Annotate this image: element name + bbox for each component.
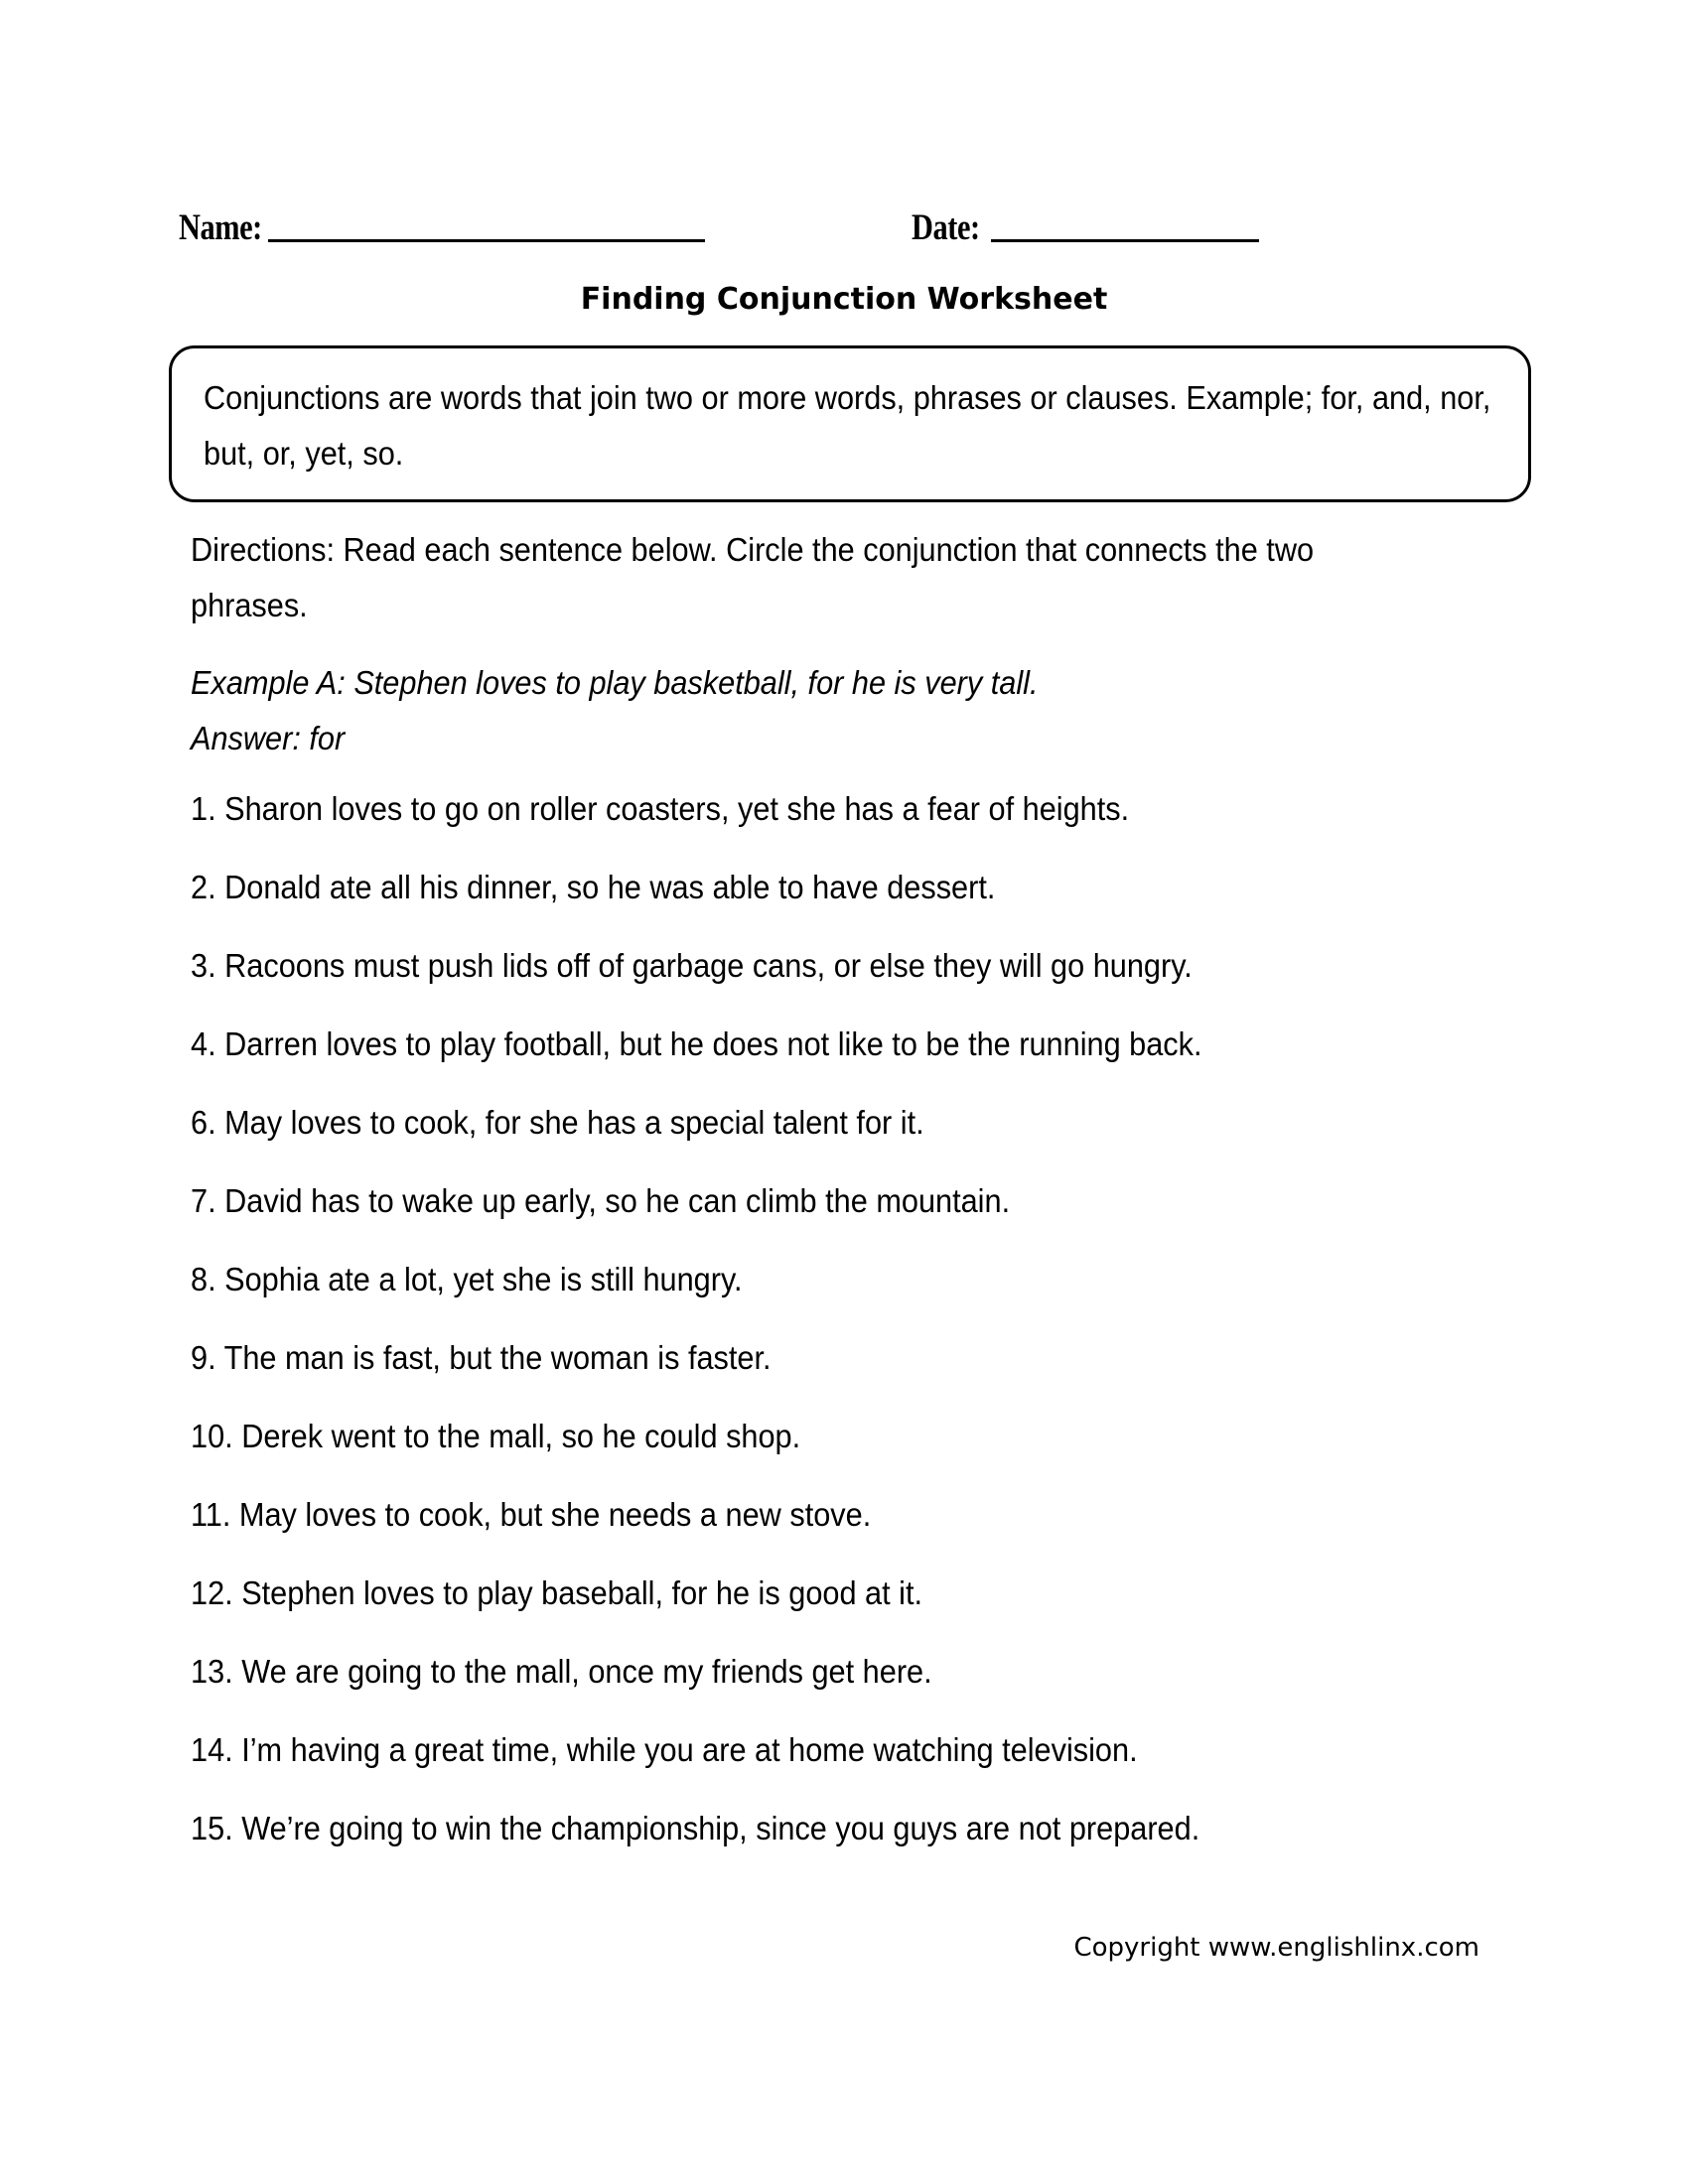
example-block — [191, 655, 1419, 766]
date-input-rule[interactable] — [991, 239, 1259, 242]
student-info-header — [179, 189, 1281, 248]
definition-text: Conjunctions are words that join two or more words, phrases or clauses. Example; for, and, nor, but, or, yet, so. — [204, 379, 1491, 472]
list-item[interactable]: 10. Derek went to the mall, so he could shop. — [191, 1418, 801, 1454]
list-item[interactable]: 12. Stephen loves to play baseball, for he is good at it. — [191, 1574, 923, 1611]
name-field — [179, 208, 705, 248]
list-item[interactable]: 13. We are going to the mall, once my friends get here. — [191, 1653, 932, 1690]
question-list — [191, 790, 1561, 1888]
list-item[interactable]: 7. David has to wake up early, so he can climb the mountain. — [191, 1182, 1011, 1219]
list-item[interactable]: 11. May loves to cook, but she needs a new stove. — [191, 1496, 872, 1533]
example-prompt: Example A: Stephen loves to play basketball, for he is very tall. — [191, 664, 1039, 701]
name-label: Name: — [179, 207, 262, 248]
list-item[interactable]: 2. Donald ate all his dinner, so he was able to have dessert. — [191, 869, 996, 905]
list-item[interactable]: 14. I’m having a great time, while you are at home watching television. — [191, 1731, 1138, 1768]
list-item[interactable]: 8. Sophia ate a lot, yet she is still hungry. — [191, 1261, 743, 1297]
list-item[interactable]: 6. May loves to cook, for she has a special talent for it. — [191, 1104, 924, 1141]
date-field — [912, 208, 1259, 248]
list-item[interactable]: 15. We’re going to win the championship, since you guys are not prepared. — [191, 1810, 1200, 1846]
list-item[interactable]: 9. The man is fast, but the woman is faster. — [191, 1339, 772, 1376]
directions-text: Directions: Read each sentence below. Circle the conjunction that connects the two phrases. — [191, 531, 1315, 623]
name-input-rule[interactable] — [268, 239, 705, 242]
date-label: Date: — [912, 207, 980, 248]
copyright-notice: Copyright www.englishlinx.com — [1073, 1933, 1479, 1963]
example-answer: Answer: for — [191, 720, 346, 756]
list-item[interactable]: 4. Darren loves to play football, but he does not like to be the running back. — [191, 1025, 1202, 1062]
definition-callout-box — [169, 345, 1531, 502]
page-title: Finding Conjunction Worksheet — [580, 282, 1108, 317]
list-item[interactable]: 1. Sharon loves to go on roller coasters, yet she has a fear of heights. — [191, 790, 1130, 827]
list-item[interactable]: 3. Racoons must push lids off of garbage cans, or else they will go hungry. — [191, 947, 1193, 984]
